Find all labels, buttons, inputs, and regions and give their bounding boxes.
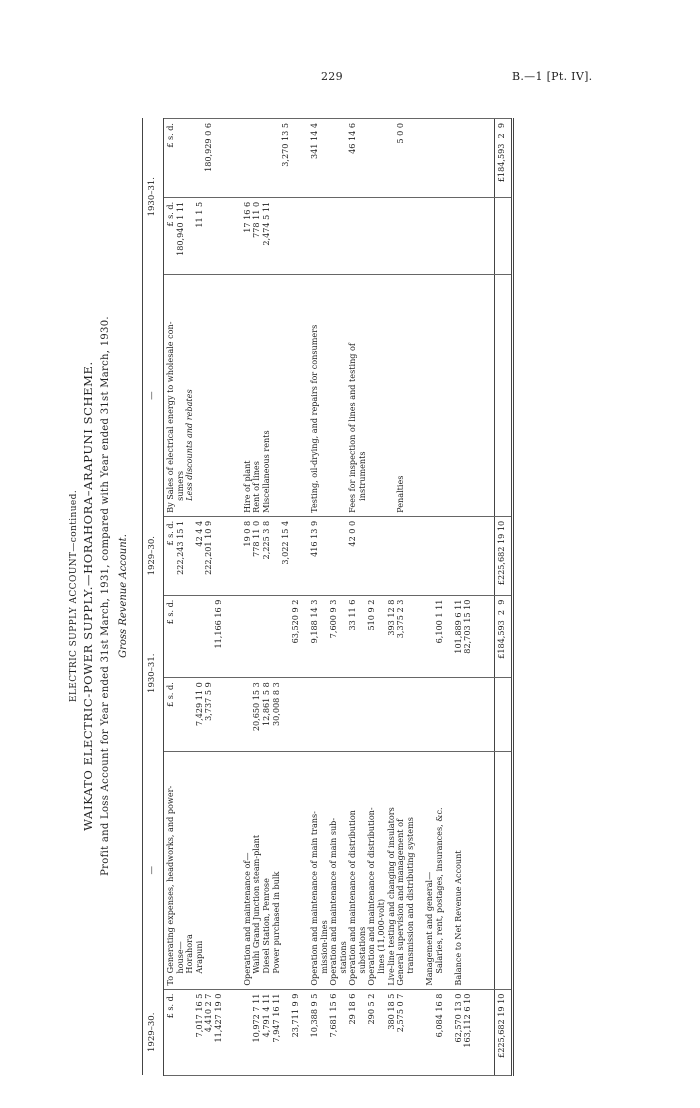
- account-heading: ELECTRIC SUPPLY ACCOUNT—continued.: [69, 489, 79, 703]
- credit-detail-total-spacer: [495, 197, 513, 275]
- amount-cell: [415, 994, 425, 1072]
- amount-cell: 9,188 14 3: [308, 599, 319, 644]
- line-item-label: Fees for inspection of lines and testing of: [347, 343, 358, 513]
- amount-cell: [224, 682, 234, 748]
- amount-cell: 3,022 15 4: [280, 520, 291, 565]
- amount-cell: 341 14 4: [308, 123, 319, 160]
- amount-cell: [233, 600, 243, 675]
- line-item-label: [281, 278, 291, 512]
- amount-cell: [262, 123, 272, 194]
- line-item-label: [281, 755, 291, 986]
- amount-cell: 11,427 19 0: [212, 993, 223, 1043]
- amount-cell: 12,861 5 8: [260, 682, 271, 726]
- amount-cell: 380 18 5: [385, 993, 396, 1030]
- amount-cell: 222,201 10 9: [203, 520, 214, 575]
- debit-current-year-header: 1930–31.: [143, 595, 164, 751]
- amount-cell: [320, 521, 330, 592]
- amount-cell: 2,225 3 8: [260, 520, 271, 560]
- line-item-label: Testing, oil-drying, and repairs for consumers: [308, 324, 319, 513]
- line-item-label: substations: [356, 926, 367, 974]
- amount-cell: £ s. d.: [165, 599, 175, 625]
- amount-cell: 63,520 9 2: [289, 599, 300, 644]
- debit-description-header: —: [143, 751, 164, 989]
- page-reference: B.—1 [Pt. IV].: [512, 70, 593, 83]
- amount-cell: [329, 682, 339, 748]
- amount-cell: [224, 202, 234, 272]
- debit-current-total: £184,593 2 9: [495, 595, 513, 678]
- credit-description-column: [164, 275, 495, 516]
- amount-cell: [425, 682, 435, 748]
- amount-cell: [185, 123, 195, 194]
- amount-cell: 42 0 0: [347, 520, 358, 547]
- line-item-label: instruments: [356, 451, 367, 501]
- amount-cell: 393 12 8: [385, 599, 396, 636]
- amount-cell: 101,889 6 11: [452, 599, 463, 654]
- amount-cell: [214, 521, 224, 592]
- line-item-label: Live-line testing and changing of insulators: [385, 807, 396, 986]
- amount-cell: [176, 600, 186, 675]
- line-item-label: Management and general—: [424, 871, 435, 986]
- amount-cell: 180,940 1 11: [174, 201, 185, 256]
- credit-current-detail-column: [164, 197, 495, 275]
- amount-cell: [262, 600, 272, 675]
- amount-cell: [224, 521, 234, 592]
- amount-cell: 30,008 8 3: [270, 682, 281, 726]
- line-item-label: transmission and distributing systems: [404, 817, 415, 974]
- line-item-label: Waihi Grand Junction steam-plant: [251, 834, 262, 974]
- credit-prior-year-header: 1929–30.: [143, 516, 164, 595]
- amount-cell: [233, 994, 243, 1072]
- amount-cell: [454, 682, 464, 748]
- amount-cell: £ s. d.: [165, 201, 175, 227]
- line-item-label: [224, 755, 234, 986]
- line-item-label: To Generating expenses, headworks, and power-: [165, 785, 175, 986]
- amount-cell: [204, 202, 214, 272]
- amount-cell: [224, 600, 234, 675]
- line-item-label: Operation and maintenance of distribution: [347, 810, 358, 986]
- line-item-label: Arapuni: [193, 940, 204, 974]
- amount-cell: [377, 682, 387, 748]
- profit-loss-table: [142, 118, 514, 1076]
- amount-cell: 7,947 16 11: [270, 993, 281, 1043]
- line-item-label: [367, 278, 377, 512]
- account-subtitle: Profit and Loss Account for Year ended 31st March, 1931, compared with Year ended 31st March, 1930.: [100, 316, 111, 876]
- amount-cell: 4,410 2 7: [203, 993, 214, 1033]
- amount-cell: [214, 682, 224, 748]
- amount-cell: [272, 600, 282, 675]
- amount-cell: 7,600 9 3: [328, 599, 339, 639]
- gross-revenue-caption: Gross Revenue Account.: [118, 534, 129, 658]
- amount-cell: [358, 682, 368, 748]
- line-item-label: Operation and maintenance of distribution-: [366, 807, 377, 986]
- line-item-label: Balance to Net Revenue Account: [452, 850, 463, 986]
- amount-cell: 29 18 6: [347, 993, 358, 1025]
- credit-current-year-header: 1930–31.: [143, 119, 164, 275]
- amount-cell: [367, 682, 377, 748]
- amount-cell: [463, 682, 473, 748]
- amount-cell: 23,711 9 9: [289, 993, 300, 1038]
- line-item-label: [214, 755, 224, 986]
- rotated-account-sheet: [62, 116, 522, 1076]
- amount-cell: 6,100 1 11: [433, 599, 444, 644]
- line-item-label: [195, 278, 205, 512]
- amount-cell: 7,429 11 0: [193, 682, 204, 726]
- credit-prior-total: £225,682 19 10: [495, 516, 513, 595]
- amount-cell: 17 16 6: [241, 201, 252, 233]
- line-item-label: [272, 278, 282, 512]
- amount-cell: [339, 682, 349, 748]
- amount-cell: £ s. d.: [165, 123, 175, 148]
- amount-cell: [291, 521, 301, 592]
- amount-cell: 3,375 2 3: [395, 599, 406, 639]
- amount-cell: 2,474 5 11: [260, 201, 271, 246]
- amount-cell: [320, 123, 330, 194]
- amount-cell: 778 11 0: [251, 201, 262, 238]
- amount-cell: [444, 682, 454, 748]
- debit-detail-total-spacer: [495, 678, 513, 752]
- amount-cell: [214, 123, 224, 194]
- credit-description-header: —: [143, 275, 164, 516]
- line-item-label: [224, 278, 234, 512]
- debit-description-column: [164, 751, 495, 989]
- line-item-label: lines (11,000-volt): [376, 899, 387, 974]
- amount-cell: [252, 600, 262, 675]
- amount-cell: [185, 600, 195, 675]
- line-item-label: By Sales of electrical energy to wholesale con-: [165, 321, 175, 513]
- debit-prior-total: £225,682 19 10: [495, 989, 513, 1075]
- line-item-label: [377, 278, 387, 512]
- scheme-title: WAIKATO ELECTRIC-POWER SUPPLY.—HORAHORA–ARAPUNI SCHEME.: [81, 361, 95, 831]
- page-number: 229: [321, 70, 343, 83]
- line-item-label: Miscellaneous rents: [260, 430, 271, 513]
- amount-cell: [281, 682, 291, 748]
- line-item-label: [214, 278, 224, 512]
- amount-cell: [329, 123, 339, 194]
- line-item-label: Hire of plant: [241, 460, 252, 513]
- amount-cell: [176, 682, 186, 748]
- amount-cell: £ s. d.: [165, 520, 175, 546]
- amount-cell: 11 1 5: [193, 201, 204, 228]
- credit-prior-column: [164, 516, 495, 595]
- amount-cell: [396, 682, 406, 748]
- line-item-label: sumers: [174, 470, 185, 501]
- line-item-label: Salaries, rent, postages, insurances, &c.: [433, 807, 444, 974]
- amount-cell: [367, 123, 377, 194]
- line-item-label: [291, 755, 301, 986]
- amount-cell: 3,737 5 9: [203, 682, 214, 721]
- amount-cell: [406, 600, 416, 675]
- amount-cell: [214, 202, 224, 272]
- amount-cell: 416 13 9: [308, 520, 319, 557]
- amount-cell: [329, 521, 339, 592]
- amount-cell: 510 9 2: [366, 599, 377, 631]
- amount-cell: 10,388 9 5: [308, 993, 319, 1038]
- credit-current-total: £184,593 2 9: [495, 119, 513, 198]
- amount-cell: 5 0 0: [395, 123, 406, 144]
- amount-cell: 7,681 15 6: [328, 993, 339, 1038]
- debit-current-total-column: [164, 595, 495, 678]
- line-item-label: [291, 278, 301, 512]
- credit-current-total-column: [164, 119, 495, 198]
- amount-cell: [233, 123, 243, 194]
- amount-cell: 19 0 8: [241, 520, 252, 547]
- line-item-label: Operation and maintenance of main sub-: [328, 817, 339, 986]
- line-item-label: Rent of lines: [251, 461, 262, 513]
- amount-cell: [224, 994, 234, 1072]
- amount-cell: 2,575 0 7: [395, 993, 406, 1033]
- amount-cell: [176, 123, 186, 194]
- amount-cell: 42 4 4: [193, 520, 204, 547]
- amount-cell: £ s. d.: [165, 682, 175, 707]
- line-item-label: Horahora: [184, 934, 195, 974]
- amount-cell: 6,084 16 8: [433, 993, 444, 1038]
- amount-cell: 10,972 7 11: [251, 993, 262, 1043]
- amount-cell: [415, 682, 425, 748]
- amount-cell: [291, 123, 301, 194]
- amount-cell: [348, 682, 358, 748]
- amount-cell: [224, 123, 234, 194]
- amount-cell: 163,112 6 10: [462, 993, 473, 1048]
- amount-cell: 46 14 6: [347, 123, 358, 154]
- amount-cell: [291, 682, 301, 748]
- line-item-label: Penalties: [395, 475, 406, 513]
- line-item-label: [320, 278, 330, 512]
- amount-cell: £ s. d.: [165, 993, 175, 1019]
- amount-cell: 11,166 16 9: [212, 599, 223, 649]
- amount-cell: [377, 123, 387, 194]
- line-item-label: [463, 755, 473, 986]
- amount-cell: 20,650 15 3: [251, 682, 262, 732]
- debit-prior-year-header: 1929–30.: [143, 989, 164, 1075]
- credit-total-spacer: [495, 275, 513, 516]
- line-item-label: stations: [337, 941, 348, 974]
- line-item-label: Operation and maintenance of main trans-: [308, 811, 319, 986]
- amount-cell: [406, 682, 416, 748]
- amount-cell: [435, 682, 445, 748]
- amount-cell: [243, 600, 253, 675]
- line-item-label: Diesel Station, Penrose: [260, 878, 271, 974]
- amount-cell: 33 11 6: [347, 599, 358, 631]
- amount-cell: 4,791 4 11: [260, 993, 271, 1038]
- debit-current-detail-column: [164, 678, 495, 752]
- amount-cell: [310, 682, 320, 748]
- amount-cell: [195, 600, 205, 675]
- line-item-label: Operation and maintenance of—: [241, 852, 252, 986]
- amount-cell: [176, 994, 186, 1072]
- amount-cell: [300, 682, 310, 748]
- line-item-label: mission-lines: [318, 920, 329, 974]
- amount-cell: [358, 123, 368, 194]
- line-item-label: Less discounts and rebates: [184, 389, 195, 501]
- amount-cell: 82,703 15 10: [462, 599, 473, 654]
- line-item-label: Power purchased in bulk: [270, 871, 281, 974]
- amount-cell: [243, 123, 253, 194]
- amount-cell: 3,270 13 5: [280, 123, 291, 167]
- amount-cell: [406, 994, 416, 1072]
- line-item-label: [204, 755, 214, 986]
- amount-cell: 222,243 15 1: [174, 520, 185, 575]
- line-item-label: General supervision and management of: [395, 819, 406, 986]
- amount-cell: 290 5 2: [366, 993, 377, 1025]
- amount-cell: [415, 600, 425, 675]
- amount-cell: 7,017 16 5: [193, 993, 204, 1038]
- amount-cell: 778 11 0: [251, 520, 262, 557]
- line-item-label: [329, 278, 339, 512]
- debit-prior-column: [164, 989, 495, 1075]
- amount-cell: [320, 682, 330, 748]
- amount-cell: [233, 682, 243, 748]
- debit-total-spacer: [495, 751, 513, 989]
- amount-cell: 62,570 13 0: [452, 993, 463, 1043]
- amount-cell: [252, 123, 262, 194]
- line-item-label: [204, 278, 214, 512]
- amount-cell: [387, 682, 397, 748]
- line-item-label: house—: [174, 941, 185, 974]
- amount-cell: 180,929 0 6: [203, 123, 214, 172]
